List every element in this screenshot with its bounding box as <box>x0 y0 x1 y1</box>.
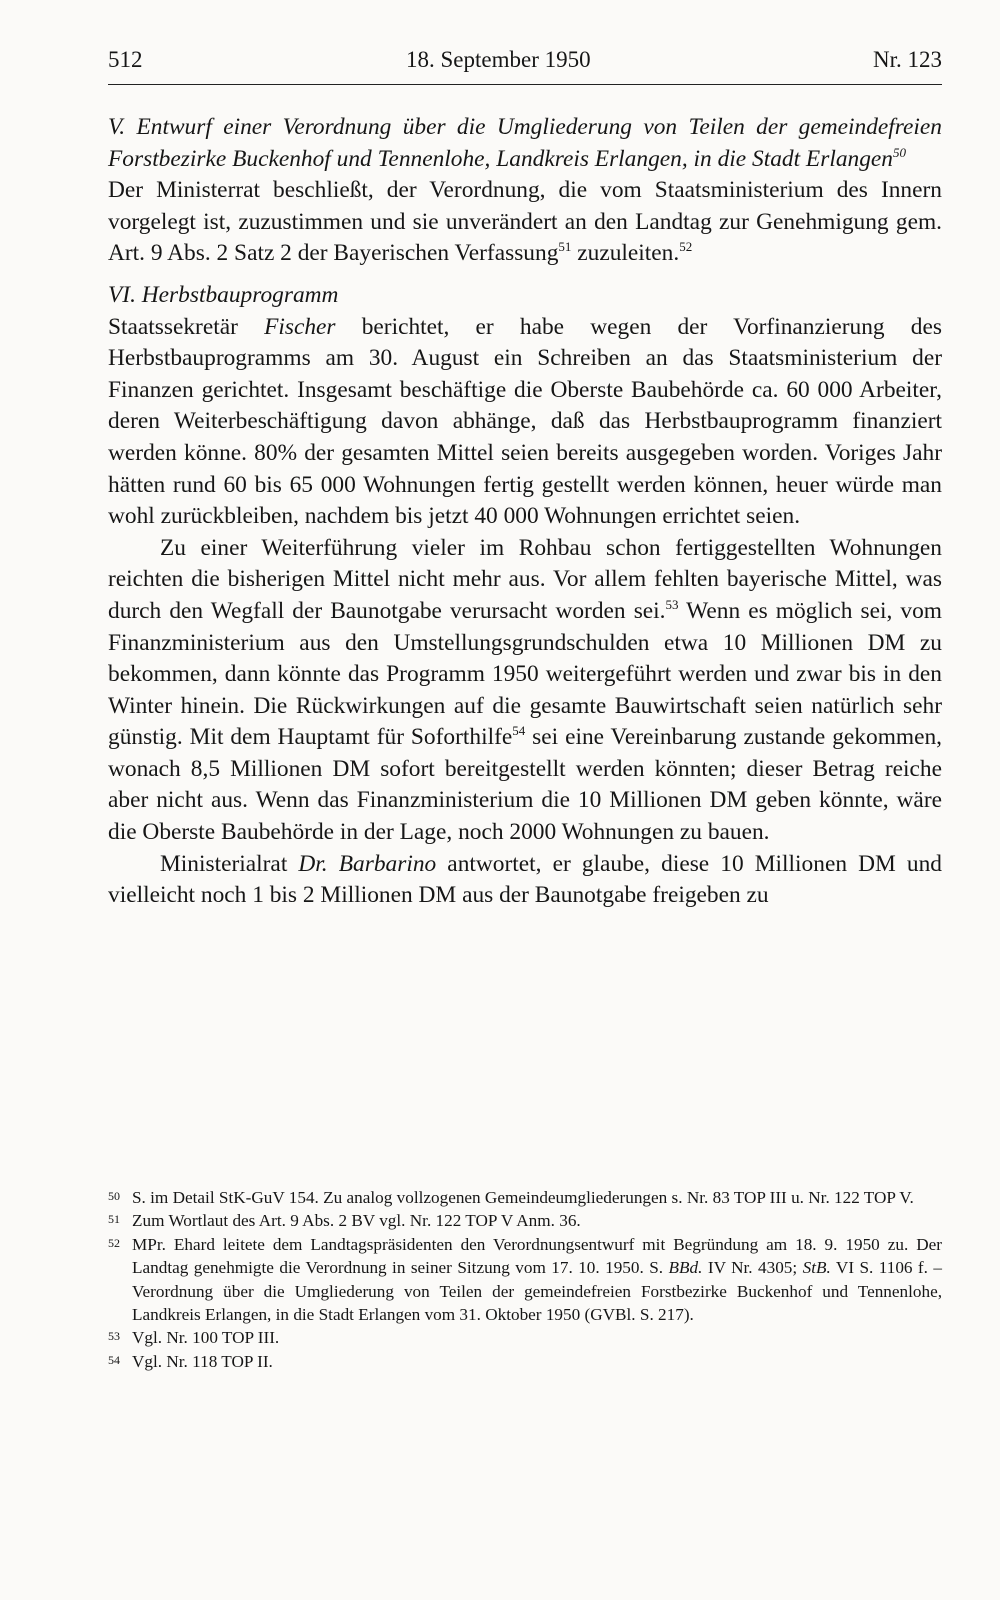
footnote-number: 54 <box>108 1352 120 1367</box>
footnote-ref-50: 50 <box>893 144 906 160</box>
running-header <box>108 47 942 83</box>
footnote-54 <box>108 1350 942 1373</box>
p2-text-a: Zu einer Weiterführung vieler im Rohbau schon fertiggestellten Wohnungen reichten die bisherigen Mittel nicht mehr aus. Vor allem fehlten bayerische Mittel, was durch den Wegfall der Baunotgabe verursacht worden sei. <box>108 534 942 624</box>
footnote-number: 50 <box>108 1189 120 1203</box>
main-text <box>108 112 942 912</box>
section-v-heading-text: V. Entwurf einer Verordnung über die Umgliederung von Teilen der gemeindefreien Forstbezirke Buckenhof und Tennenlohe, Landkreis Erlangen, in die Stadt Erlangen <box>108 114 942 172</box>
footnote-text: VI S. 1106 f. – Verordnung über die Umgliederung von Teilen der gemeindefreien Forstbezirke Buckenhof und Tennenlohe, Landkreis Erlangen, in die Stadt Erlangen vom 31. Oktober 1950 (GVBl. S. 217). <box>132 1258 942 1325</box>
footnote-52 <box>108 1233 942 1327</box>
header-issue-number: Nr. 123 <box>873 47 942 72</box>
footnote-ref-51: 51 <box>558 239 572 255</box>
header-date: 18. September 1950 <box>406 47 591 72</box>
section-vi-heading: VI. Herbstbauprogramm <box>108 281 339 308</box>
footnote-number: 51 <box>108 1212 120 1227</box>
footnote-text: S. im Detail StK-GuV 154. Zu analog vollzogenen Gemeindeumgliederungen s. Nr. 83 TOP III u. Nr. 122 TOP V. <box>132 1188 914 1207</box>
p2-text-b: Wenn es möglich sei, vom Finanzministerium aus den Umstellungsgrundschulden etwa 10 Millionen DM zu bekommen, dann könnte das Programm 1950 weitergeführt werden und zwar bis in den Winter hinein. Die Rückwirkungen auf die gesamte Bauwirtschaft seien natürlich sehr günstig. Mit dem Hauptamt für Soforthilfe <box>108 597 942 751</box>
footnote-51 <box>108 1209 942 1232</box>
page-number: 512 <box>108 47 143 72</box>
p1-text: berichtet, er habe wegen der Vorfinanzierung des Herbstbauprogramms am 30. August ein Schreiben an das Staatsministerium der Finanzen gerichtet. Insgesamt beschäftige die Oberste Baubehörde ca. 60 000 Arbeiter, deren Weiterbeschäftigung davon abhänge, daß das Herbstbauprogramm finanziert werden könne. 80% der gesamten Mittel seien bereits ausgegeben worden. Voriges Jahr hätten rund 60 bis 65 000 Wohnungen fertig gestellt werden können, heuer würde man wohl zurückbleiben, nachdem bis jetzt 40 000 Wohnungen errichtet seien. <box>108 313 942 530</box>
section-v-text-end: zuzuleiten. <box>571 240 680 267</box>
section-v-paragraph <box>108 175 942 270</box>
footnotes <box>108 1186 942 1373</box>
footnote-text: MPr. Ehard leitete dem Landtagspräsidenten den Verordnungsentwurf mit Begründung am 18. 9. 1950 zu. Der Landtag genehmigte die Verordnung in seiner Sitzung vom 17. 10. 1950. S. <box>132 1234 942 1278</box>
p1-lead: Staatssekretär <box>108 313 265 340</box>
p3-lead: Ministerialrat <box>160 850 299 877</box>
footnote-number: 52 <box>108 1235 120 1250</box>
footnote-ref-52: 52 <box>679 239 693 255</box>
section-vi-paragraph-1 <box>108 312 942 533</box>
header-rule <box>108 84 942 85</box>
footnote-abbrev: StB. <box>802 1258 831 1278</box>
p2-text-c: sei eine Vereinbarung zustande gekommen, wonach 8,5 Millionen DM sofort bereitgestellt werden könnten; dieser Betrag reiche aber nicht aus. Wenn das Finanzministerium die 10 Millionen DM geben könnte, wäre die Oberste Baubehörde in der Lage, noch 2000 Wohnungen zu bauen. <box>108 724 943 846</box>
p3-text: antwortet, er glaube, diese 10 Millionen DM und vielleicht noch 1 bis 2 Millionen DM aus der Baunotgabe freigeben zu <box>108 850 942 909</box>
footnote-ref-53: 53 <box>665 596 679 612</box>
speaker-name: Fischer <box>264 313 336 340</box>
section-v-text: Der Ministerrat beschließt, der Verordnung, die vom Staatsministerium des Innern vorgelegt ist, zuzustimmen und sie unverändert an den Landtag zur Genehmigung gem. Art. 9 Abs. 2 Satz 2 der Bayerischen Verfassung <box>108 177 942 267</box>
footnote-number: 53 <box>108 1329 120 1344</box>
footnote-text: Vgl. Nr. 100 TOP III. <box>132 1328 280 1348</box>
footnote-50 <box>108 1186 942 1209</box>
footnote-ref-54: 54 <box>512 723 526 739</box>
footnote-text: IV Nr. 4305; <box>702 1258 803 1278</box>
section-v-heading <box>108 112 942 175</box>
speaker-name: Dr. Barbarino <box>298 850 437 877</box>
section-vi-paragraph-2 <box>108 533 942 849</box>
section-vi-paragraph-3 <box>108 849 942 912</box>
footnote-abbrev: BBd. <box>668 1258 703 1278</box>
footnote-53 <box>108 1326 942 1349</box>
footnote-text: Vgl. Nr. 118 TOP II. <box>132 1351 273 1371</box>
footnote-text: Zum Wortlaut des Art. 9 Abs. 2 BV vgl. Nr. 122 TOP V Anm. 36. <box>132 1211 581 1231</box>
